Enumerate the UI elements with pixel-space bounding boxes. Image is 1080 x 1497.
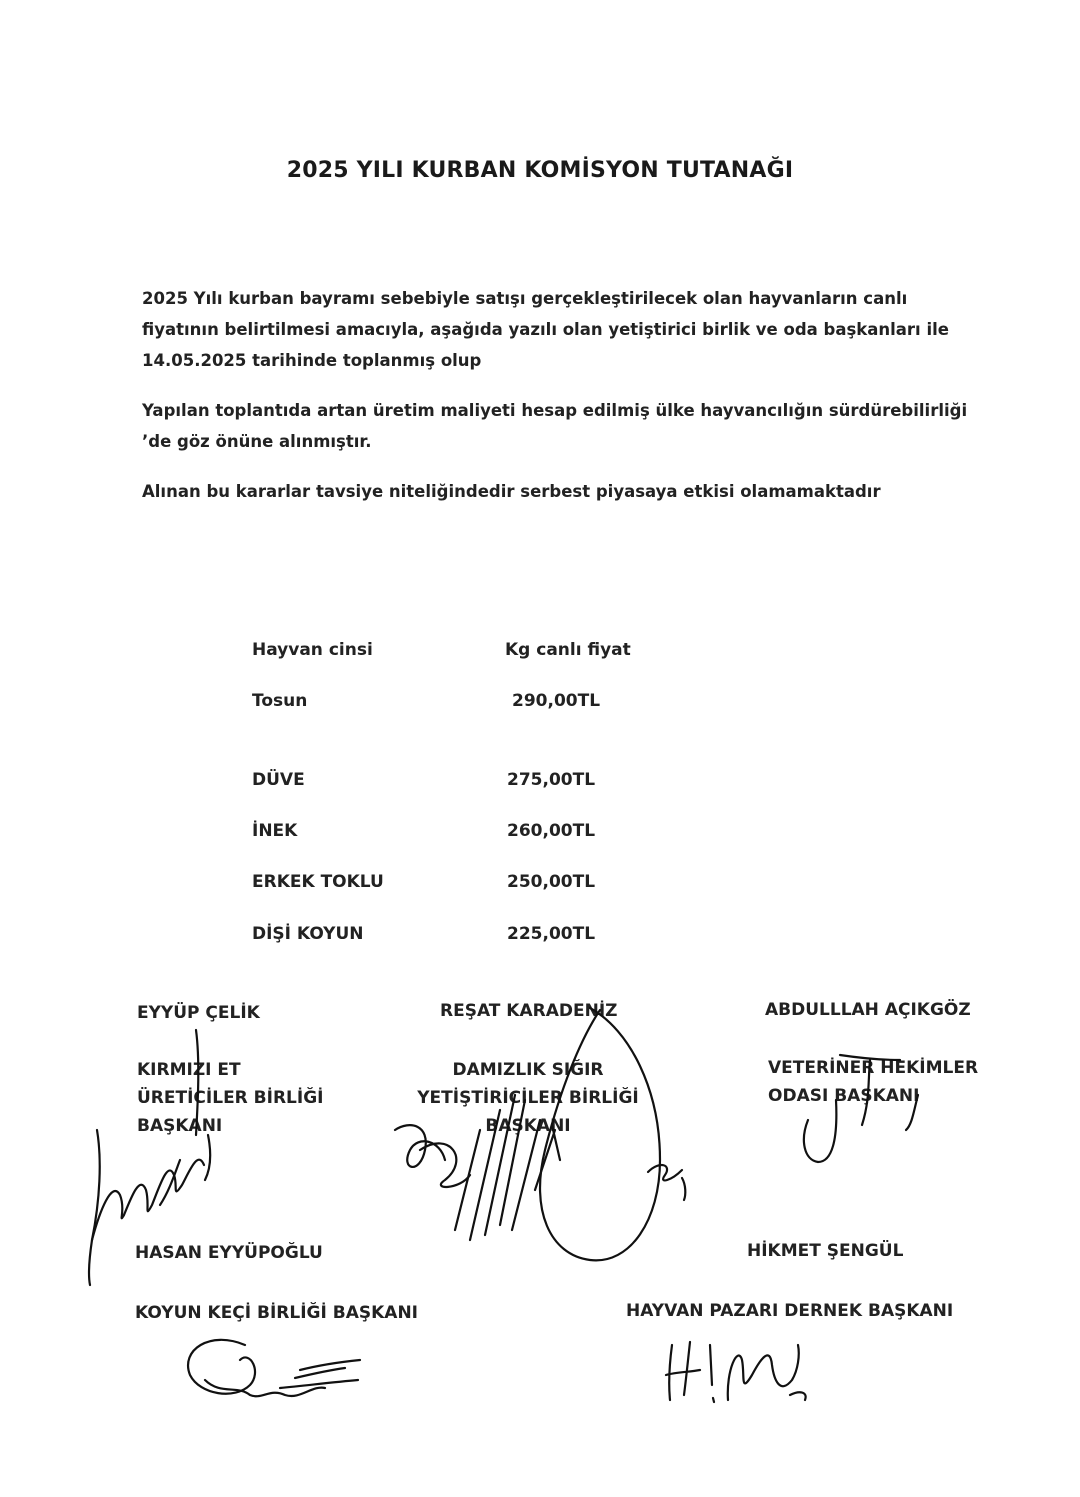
header-animal-type: Hayvan cinsi <box>252 640 373 660</box>
signatory-title: KIRMIZI ET ÜRETİCİLER BİRLİĞİ BAŞKANI <box>137 1060 324 1136</box>
table-row-animal: DİŞİ KOYUN <box>252 924 364 944</box>
table-row-animal: İNEK <box>252 821 298 841</box>
table-row-price: 260,00TL <box>507 821 596 841</box>
signatory-name: EYYÜP ÇELİK <box>137 1003 260 1023</box>
meeting-paragraph: Yapılan toplantıda artan üretim maliyeti hesap edilmiş ülke hayvancılığın sürdürebilirliği ’de göz önüne alınmıştır. <box>142 401 968 451</box>
signatory-title: HAYVAN PAZARI DERNEK BAŞKANI <box>626 1301 954 1321</box>
signatory-name: ABDULLLAH AÇIKGÖZ <box>765 1000 971 1020</box>
signatory-title: VETERİNER HEKİMLER ODASI BAŞKANI <box>768 1058 979 1106</box>
signature-5-drawing <box>666 1342 806 1402</box>
signature-4-drawing <box>188 1340 360 1396</box>
signatory-title: KOYUN KEÇİ BİRLİĞİ BAŞKANI <box>135 1303 418 1323</box>
table-row-price: 275,00TL <box>507 770 596 790</box>
document-title: 2025 YILI KURBAN KOMİSYON TUTANAĞI <box>286 158 794 183</box>
signatory-name: REŞAT KARADENİZ <box>440 1001 618 1021</box>
header-live-price: Kg canlı fiyat <box>505 640 631 660</box>
signatory-title: DAMIZLIK SIĞIR YETİŞTİRİCİLER BİRLİĞİ BAŞKANI <box>417 1060 639 1136</box>
table-row-price: 250,00TL <box>507 872 596 892</box>
signatory-name: HASAN EYYÜPOĞLU <box>135 1243 323 1263</box>
table-row-animal: Tosun <box>252 691 308 711</box>
disclaimer-paragraph: Alınan bu kararlar tavsiye niteliğindedir serbest piyasaya etkisi olamamaktadır <box>142 482 881 501</box>
table-row-animal: ERKEK TOKLU <box>252 872 384 892</box>
table-row-price: 290,00TL <box>512 691 601 711</box>
table-row-animal: DÜVE <box>252 770 305 790</box>
table-row-price: 225,00TL <box>507 924 596 944</box>
signatory-name: HİKMET ŞENGÜL <box>747 1241 904 1261</box>
intro-paragraph: 2025 Yılı kurban bayramı sebebiyle satışı gerçekleştirilecek olan hayvanların canlı fiyatının belirtilmesi amacıyla, aşağıda yazılı olan yetiştirici birlik ve oda başkanları ile 14.05.2025 tarihinde toplanmış olup <box>142 289 949 370</box>
